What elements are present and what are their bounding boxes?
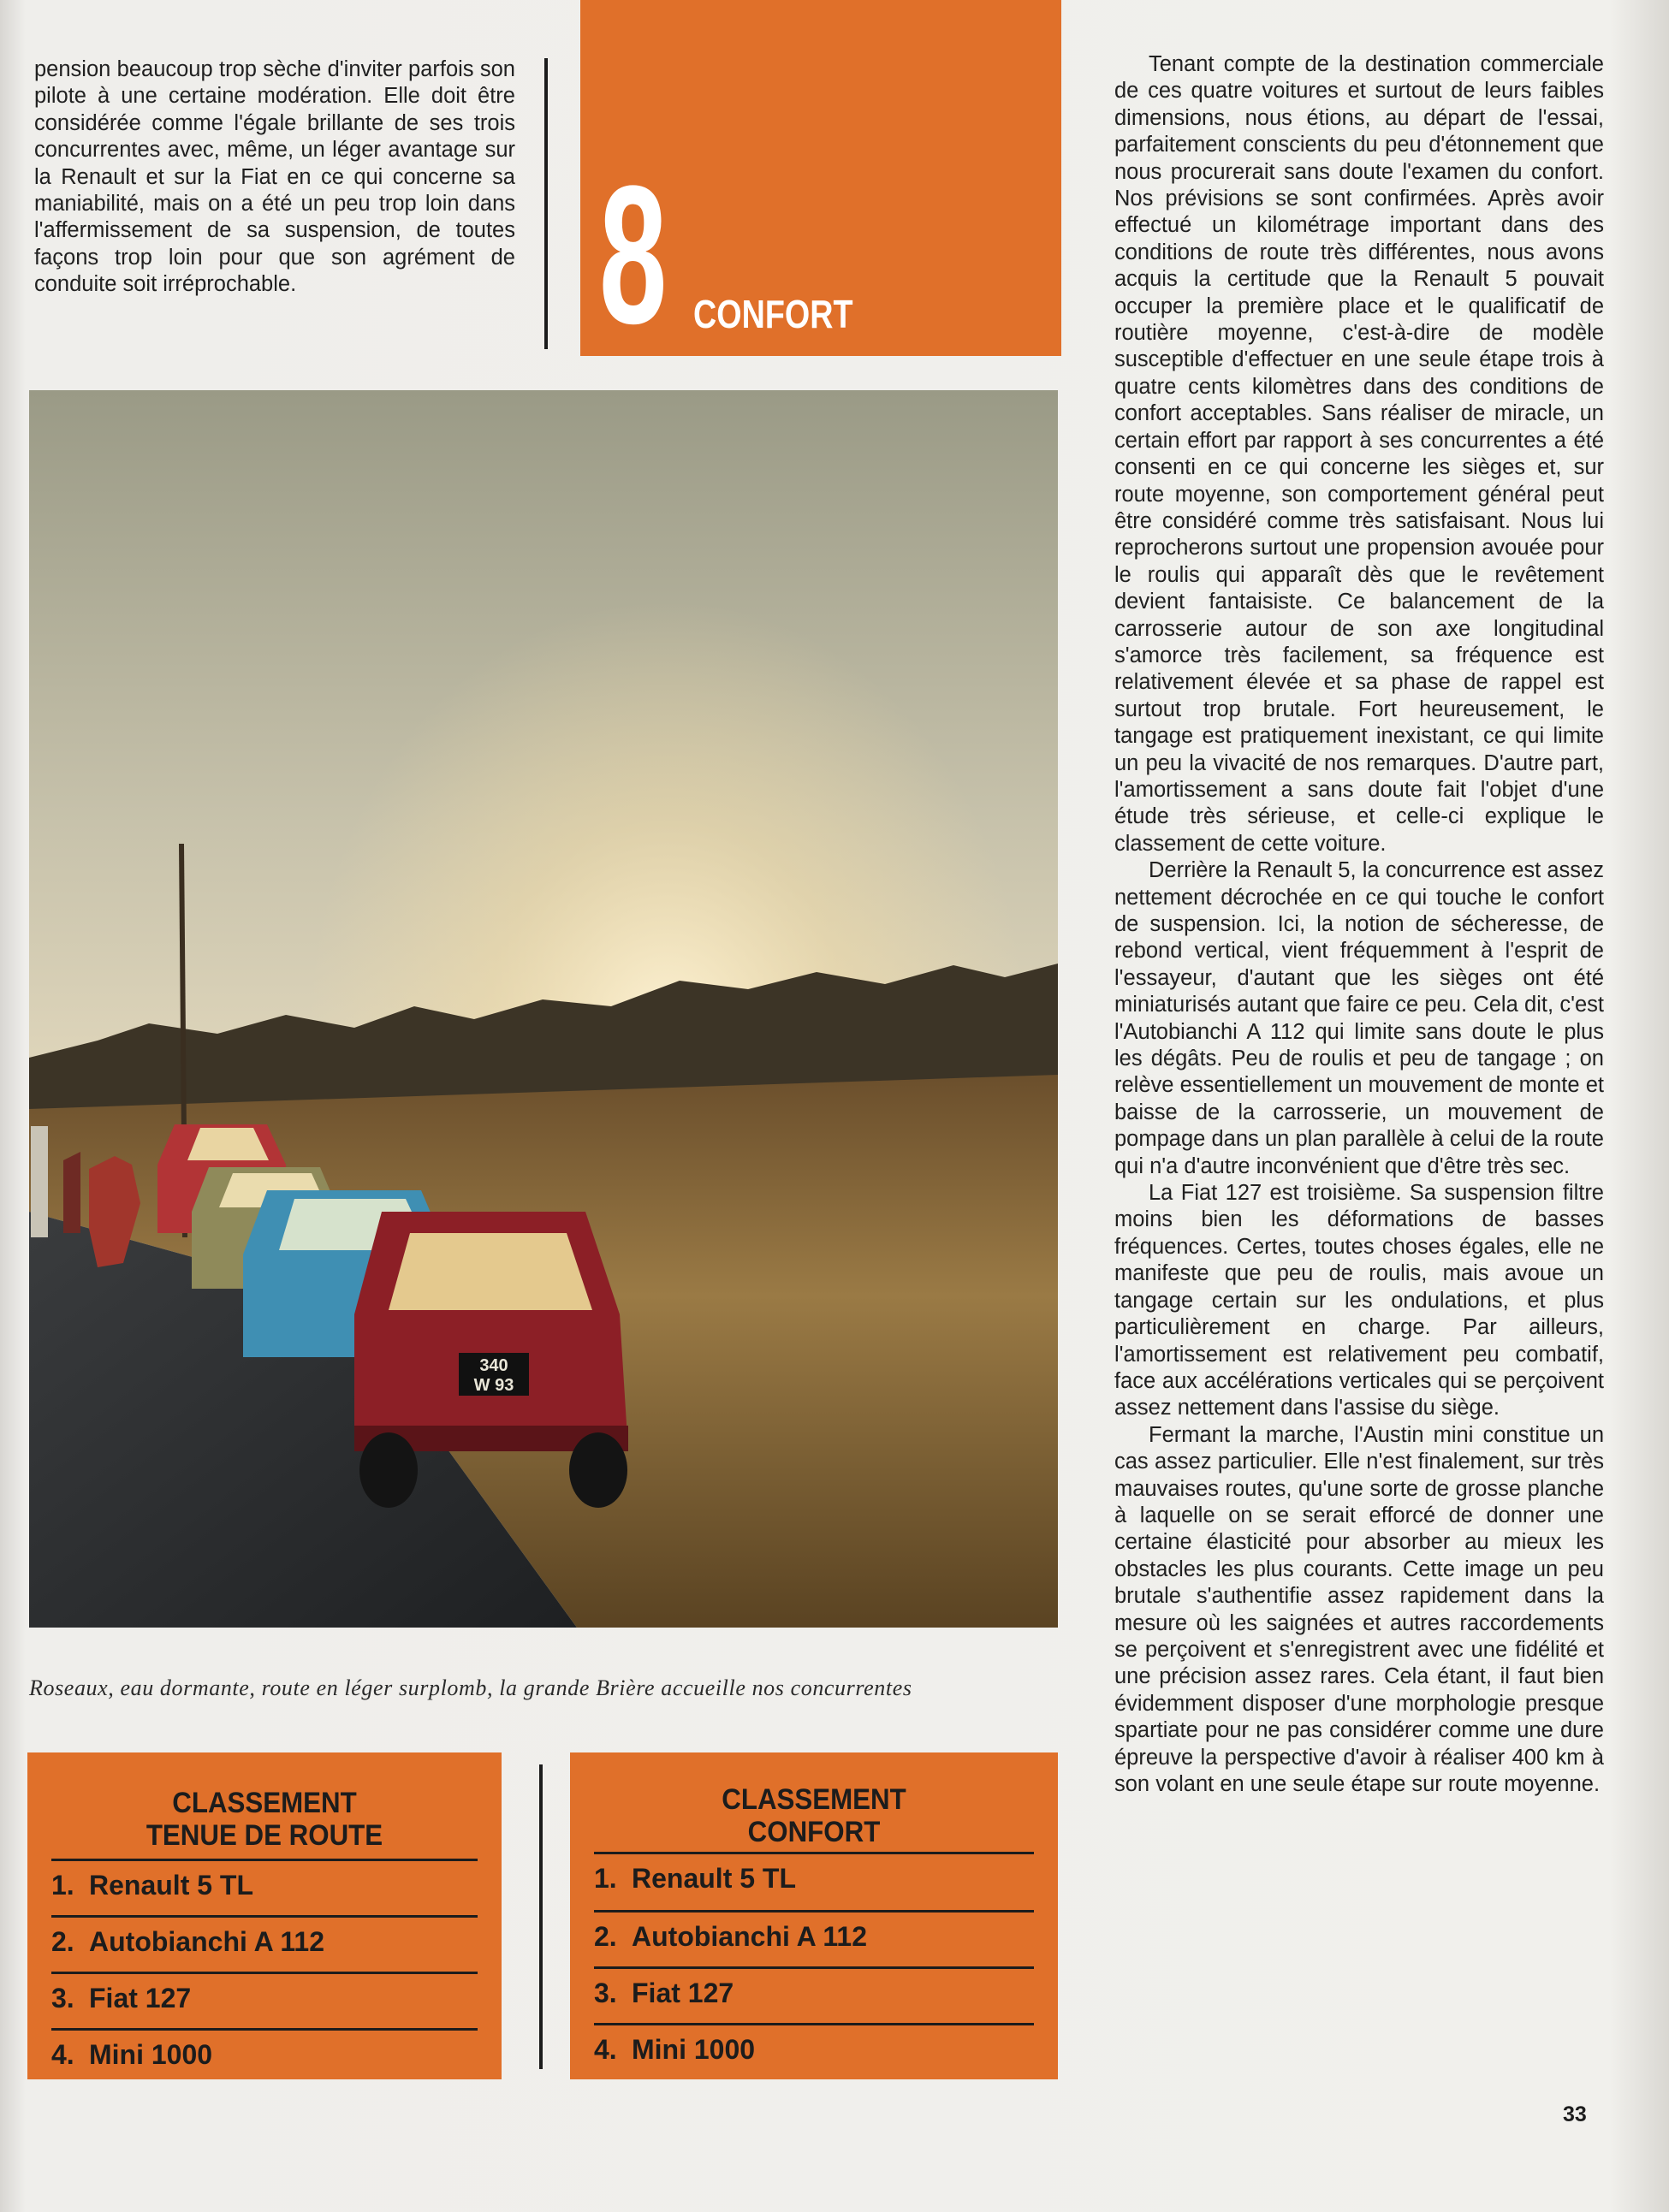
ranking-tenue-title-line-2: TENUE DE ROUTE — [146, 1819, 383, 1852]
article-body — [1114, 51, 1604, 1798]
section-header-box — [580, 0, 1061, 365]
cars-photo — [29, 390, 1058, 1628]
section-title: CONFORT — [693, 292, 853, 336]
intro-paragraph: pension beaucoup trop sèche d'inviter parfois son pilote à une certaine modération. Elle doit être considérée comme l'égale brillante de ses trois concurrentes avec, même, un léger avantage sur la Renault et sur la Fiat en ce qui concerne sa maniabilité, mais on a été un peu trop loin dans l'affermissement de sa suspension, de toutes façons trop loin pour que son agrément de conduite soit irréprochable. — [34, 57, 515, 297]
paragraph-1: Tenant compte de la destination commerciale de ces quatre voitures et surtout de leurs faibles dimensions, nous étions, au départ de l'essai, parfaitement conscients du peu d'étonnement que nous procurerait sans doute l'examen du confort. Nos prévisions se sont confirmées. Après avoir effectué un kilométrage important dans des conditions de route très différentes, nous avons acquis la certitude que la Renault 5 pouvait occuper la première place et le qualificatif de routière moyenne, c'est-à-dire de modèle susceptible d'effectuer en une seule étape trois à quatre cents kilomètres dans des conditions de confort acceptables. Sans réaliser de miracle, un certain effort par rapport à ses concurrentes a été consenti en ce qui concerne les sièges et, sur route moyenne, son comportement général peut être considéré comme très satisfaisant. Nous lui reprocherons surtout une propension avouée pour le roulis qui apparaît dès que le revêtement devient fantaisiste. Ce balancement de la carrosserie autour de son axe longitudinal s'amorce très facilement, sa fréquence est relativement élevée et sa phase de rappel est surtout trop brutale. Fort heureusement, le tangage est pratiquement inexistant, ce qui limite un peu la vivacité de nos remarques. D'autre part, l'amortissement a sans doute fait l'objet d'une étude très sérieuse, et celle-ci explique le classement de cette voiture. — [1114, 52, 1604, 856]
ranking-tenue-title-line-1: CLASSEMENT — [172, 1787, 357, 1819]
ranking-confort-box — [570, 1752, 1058, 2079]
ranking-tenue-item: 1. Renault 5 TL — [51, 1859, 478, 1901]
ranking-tenue-item: 3. Fiat 127 — [51, 1972, 478, 2014]
ranking-tenue-item: 2. Autobianchi A 112 — [51, 1915, 478, 1958]
ranking-confort-item: 3. Fiat 127 — [594, 1966, 1034, 2009]
ranking-confort-item: 1. Renault 5 TL — [594, 1852, 1034, 1895]
page-number: 33 — [1563, 2102, 1587, 2126]
column-divider-top — [544, 58, 548, 349]
ranking-confort-item: 4. Mini 1000 — [594, 2023, 1034, 2066]
photo-illustration — [29, 390, 1058, 1628]
ranking-tenue-item: 4. Mini 1000 — [51, 2028, 478, 2071]
license-plate-line-1: 340 — [479, 1356, 508, 1375]
ranking-confort-title-line-2: CONFORT — [747, 1816, 881, 1848]
paragraph-2: Derrière la Renault 5, la concurrence est assez nettement décrochée en ce qui touche le confort de suspension. Ici, la notion de sécheresse, de rebond vertical, vient fréquemment à l'esprit de l'essayeur, d'autant que les sièges ont été miniaturisés autant que faire ce peu. Cela dit, c'est l'Autobianchi A 112 qui limite sans doute le plus les dégâts. Peu de roulis et peu de tangage ; on relève essentiellement un mouvement de monte et baisse de la carrosserie, un mouvement de pompage dans un plan parallèle à celui de la route qui n'a d'autre inconvénient que d'être très sec. — [1114, 858, 1604, 1178]
ranking-confort-title-line-1: CLASSEMENT — [722, 1783, 906, 1816]
license-plate-line-2: W 93 — [473, 1376, 514, 1395]
photo-caption: Roseaux, eau dormante, route en léger surplomb, la grande Brière accueille nos concurrentes — [29, 1675, 912, 1700]
section-number: 8 — [599, 145, 668, 365]
ranking-tenue-box — [27, 1752, 502, 2079]
column-divider-bottom — [539, 1764, 543, 2069]
paragraph-3: La Fiat 127 est troisième. Sa suspension filtre moins bien les déformations de basses fréquences. Certes, toutes choses égales, elle ne manifeste que peu de roulis, mais avoue un tangage certain sur les ondulations, et plus particulièrement en charge. Par ailleurs, l'amortissement est relativement peu combatif, face aux accélérations verticales qui se perçoivent assez nettement dans l'assise du siège. — [1114, 1181, 1604, 1420]
paragraph-4: Fermant la marche, l'Austin mini constitue un cas assez particulier. Elle n'est finalement, sur très mauvaises routes, qu'une sorte de grosse planche à laquelle on se serait efforcé de donner une certaine élasticité pour absorber au mieux les obstacles les plus courants. Cette image un peu brutale s'authentifie assez rapidement dans la mesure où les saignées et autres raccordements se perçoivent et s'enregistrent avec une fidélité et une précision assez rares. Cela étant, il faut bien évidemment disposer d'une morphologie presque spartiate pour ne pas considérer comme une dure épreuve la perspective d'avoir à réaliser 400 km à son volant en une seule étape sur route moyenne. — [1114, 1422, 1604, 1796]
ranking-confort-item: 2. Autobianchi A 112 — [594, 1910, 1034, 1953]
